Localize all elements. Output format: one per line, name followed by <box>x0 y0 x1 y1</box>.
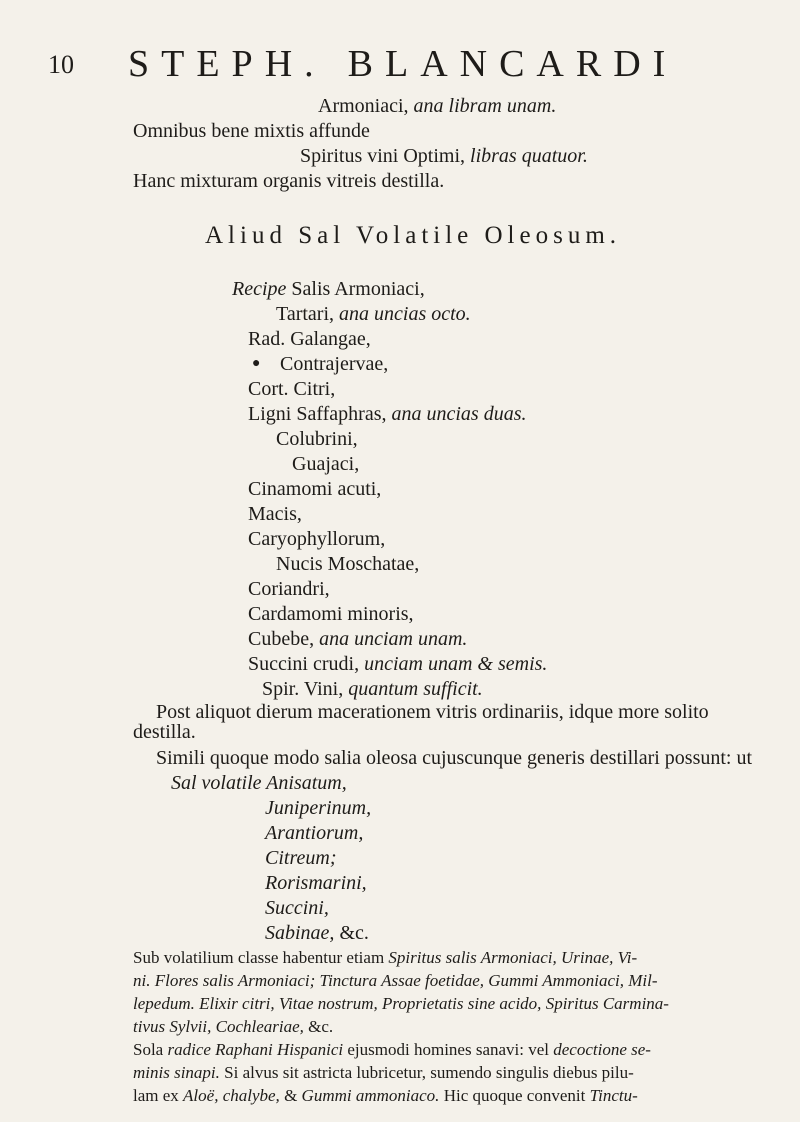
recipe-line: Succini crudi, unciam unam & semis. <box>248 653 548 675</box>
author-first: STEPH. <box>128 43 326 85</box>
variant-line: Sabinae, &c. <box>265 922 369 944</box>
recipe-line: Colubrini, <box>276 428 358 450</box>
text-line: Simili quoque modo salia oleosa cujuscunque generis destillari possunt: ut <box>156 747 753 769</box>
variant-line: Sal volatile Anisatum, <box>171 772 347 794</box>
text-line: tivus Sylvii, Cochleariae, &c. <box>133 1017 334 1036</box>
text-line: lam ex Aloë, chalybe, & Gummi ammoniaco. Hic quoque convenit Tinctu- <box>133 1086 638 1105</box>
text-line: Hanc mixturam organis vitreis destilla. <box>133 170 445 192</box>
recipe-line: Cort. Citri, <box>248 378 336 400</box>
variant-line: Juniperinum, <box>265 797 372 819</box>
variant-line: Rorismarini, <box>265 872 367 894</box>
recipe-line: Contrajervae, <box>280 353 389 375</box>
variant-line: Citreum; <box>265 847 337 869</box>
text-line: Omnibus bene mixtis affunde <box>133 120 370 142</box>
author-last: BLANCARDI <box>347 43 678 85</box>
text-line: Spiritus vini Optimi, libras quatuor. <box>300 145 588 167</box>
recipe-line: Recipe Salis Armoniaci, <box>232 278 425 300</box>
text-line: Post aliquot dierum macerationem vitris ordinariis, idque more solito <box>156 701 709 723</box>
text-line: Armoniaci, ana libram unam. <box>318 95 557 117</box>
variant-line: Arantiorum, <box>265 822 364 844</box>
recipe-line: Spir. Vini, quantum sufficit. <box>262 678 483 700</box>
recipe-line: Macis, <box>248 503 302 525</box>
page-header <box>48 40 768 86</box>
recipe-line: Nucis Moschatae, <box>276 553 420 575</box>
recipe-line: Cubebe, ana unciam unam. <box>248 628 468 650</box>
text-line: Sub volatilium classe habentur etiam Spiritus salis Armoniaci, Urinae, Vi- <box>133 948 638 967</box>
recipe-line: Guajaci, <box>292 453 360 475</box>
recipe-line: Caryophyllorum, <box>248 528 386 550</box>
text-line: minis sinapi. Si alvus sit astricta lubricetur, sumendo singulis diebus pilu- <box>133 1063 634 1082</box>
page-number: 10 <box>48 50 74 79</box>
section-title: Aliud Sal Volatile Oleosum. <box>205 222 622 249</box>
recipe-line: Rad. Galangae, <box>248 328 371 350</box>
running-head <box>128 42 677 86</box>
variant-line: Succini, <box>265 897 329 919</box>
text-line: destilla. <box>133 721 196 743</box>
ink-mark: ● <box>252 356 261 371</box>
recipe-line: Tartari, ana uncias octo. <box>276 303 471 325</box>
text-line: Sola radice Raphani Hispanici ejusmodi homines sanavi: vel decoctione se- <box>133 1040 651 1059</box>
text-line: lepedum. Elixir citri, Vitae nostrum, Proprietatis sine acido, Spiritus Carmina- <box>133 994 669 1013</box>
recipe-line: Cinamomi acuti, <box>248 478 382 500</box>
recipe-line: Cardamomi minoris, <box>248 603 414 625</box>
recipe-line: Ligni Saffaphras, ana uncias duas. <box>248 403 527 425</box>
recipe-line: Coriandri, <box>248 578 330 600</box>
text-line: ni. Flores salis Armoniaci; Tinctura Assae foetidae, Gummi Ammoniaci, Mil- <box>133 971 658 990</box>
